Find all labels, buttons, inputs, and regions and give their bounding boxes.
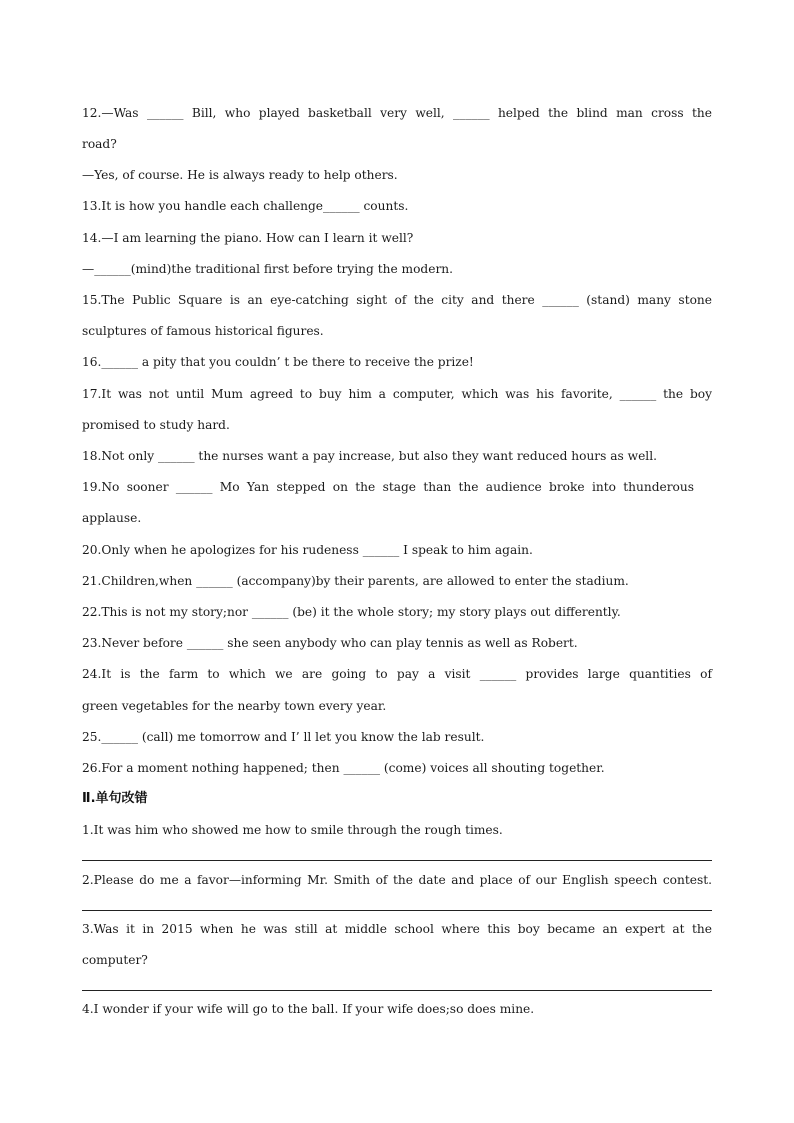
answer-line-3	[82, 990, 712, 991]
correction-item-2: 2.Please do me a favor—informing Mr. Smith of the date and place of our English speech contest.	[82, 873, 712, 887]
question-23: 23.Never before ______ she seen anybody who can play tennis as well as Robert.	[82, 636, 578, 650]
question-12-line-2: road?	[82, 137, 117, 151]
question-25: 25.______ (call) me tomorrow and I’ ll let you know the lab result.	[82, 730, 485, 744]
question-15-line-1: 15.The Public Square is an eye-catching sight of the city and there ______ (stand) many stone	[82, 293, 712, 307]
question-18: 18.Not only ______ the nurses want a pay increase, but also they want reduced hours as well.	[82, 449, 657, 463]
correction-item-3-line-2: computer?	[82, 953, 148, 967]
question-15-line-2: sculptures of famous historical figures.	[82, 324, 324, 338]
correction-item-3-line-1: 3.Was it in 2015 when he was still at middle school where this boy became an expert at the	[82, 922, 712, 936]
correction-item-1: 1.It was him who showed me how to smile through the rough times.	[82, 823, 503, 837]
question-14-line-1: 14.—I am learning the piano. How can I learn it well?	[82, 231, 414, 245]
answer-line-1	[82, 860, 712, 861]
question-21: 21.Children,when ______ (accompany)by their parents, are allowed to enter the stadium.	[82, 574, 629, 588]
answer-line-2	[82, 910, 712, 911]
question-24-line-2: green vegetables for the nearby town every year.	[82, 699, 387, 713]
correction-item-4: 4.I wonder if your wife will go to the ball. If your wife does;so does mine.	[82, 1002, 535, 1016]
section-heading: Ⅱ.单句改错	[82, 791, 148, 806]
question-20: 20.Only when he apologizes for his rudeness ______ I speak to him again.	[82, 543, 533, 557]
question-13: 13.It is how you handle each challenge______ counts.	[82, 199, 409, 213]
question-19-line-1: 19.No sooner ______ Mo Yan stepped on the stage than the audience broke into thunderous	[82, 480, 694, 494]
question-14-line-2: —______(mind)the traditional first before trying the modern.	[82, 262, 453, 276]
question-19-line-2: applause.	[82, 511, 142, 525]
question-12-answer: —Yes, of course. He is always ready to help others.	[82, 168, 398, 182]
question-26: 26.For a moment nothing happened; then ______ (come) voices all shouting together.	[82, 761, 605, 775]
question-22: 22.This is not my story;nor ______ (be) it the whole story; my story plays out differently.	[82, 605, 621, 619]
question-17-line-2: promised to study hard.	[82, 418, 230, 432]
question-24-line-1: 24.It is the farm to which we are going to pay a visit ______ provides large quantities of	[82, 667, 712, 681]
question-16: 16.______ a pity that you couldn’ t be there to receive the prize!	[82, 355, 474, 369]
question-17-line-1: 17.It was not until Mum agreed to buy him a computer, which was his favorite, ______ the boy	[82, 387, 712, 401]
question-12-line-1: 12.—Was ______ Bill, who played basketball very well, ______ helped the blind man cross the	[82, 106, 712, 120]
